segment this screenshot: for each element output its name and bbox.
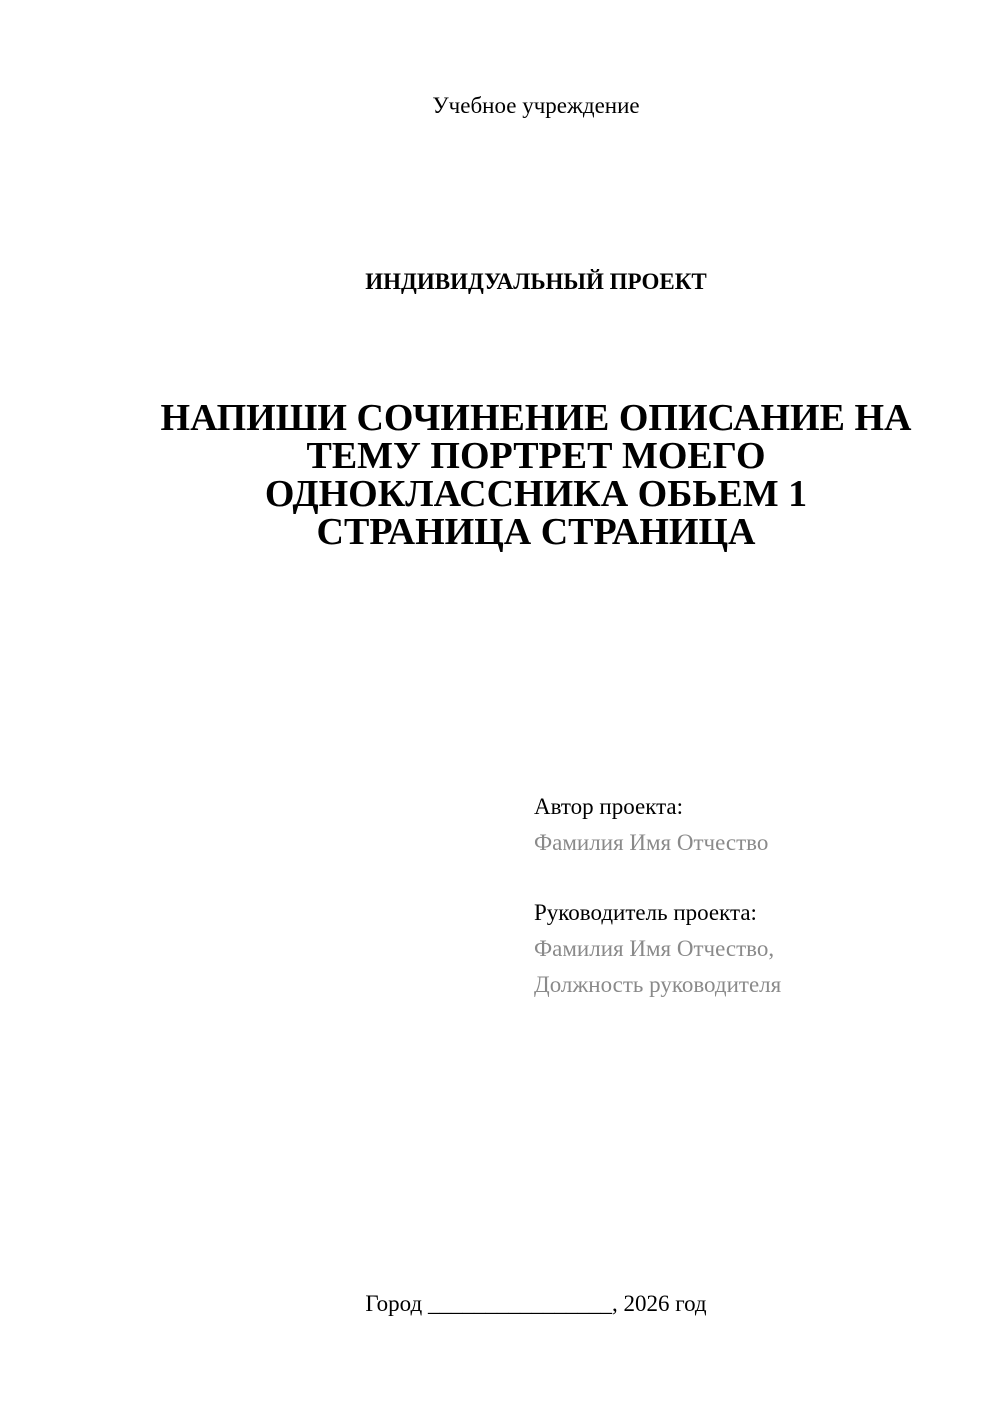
- city-year-line: Город ________________, 2026 год: [365, 1291, 707, 1316]
- supervisor-label: Руководитель проекта:: [534, 900, 757, 925]
- project-title: [140, 399, 932, 551]
- project-title-line: НАПИШИ СОЧИНЕНИЕ ОПИСАНИЕ НА: [160, 397, 912, 439]
- institution-name: Учебное учреждение: [432, 93, 640, 118]
- project-title-line: СТРАНИЦА СТРАНИЦА: [316, 511, 756, 553]
- authors-spacer: [534, 861, 974, 895]
- author-name: Фамилия Имя Отчество: [534, 830, 769, 855]
- project-title-line: ТЕМУ ПОРТРЕТ МОЕГО: [306, 435, 766, 477]
- authors-block: [534, 789, 974, 1003]
- project-title-line: ОДНОКЛАССНИКА ОБЬЕМ 1: [264, 473, 808, 515]
- supervisor-name: Фамилия Имя Отчество,: [534, 936, 775, 961]
- author-label: Автор проекта:: [534, 794, 683, 819]
- supervisor-position: Должность руководителя: [534, 972, 782, 997]
- project-type-label: ИНДИВИДУАЛЬНЫЙ ПРОЕКТ: [365, 269, 707, 294]
